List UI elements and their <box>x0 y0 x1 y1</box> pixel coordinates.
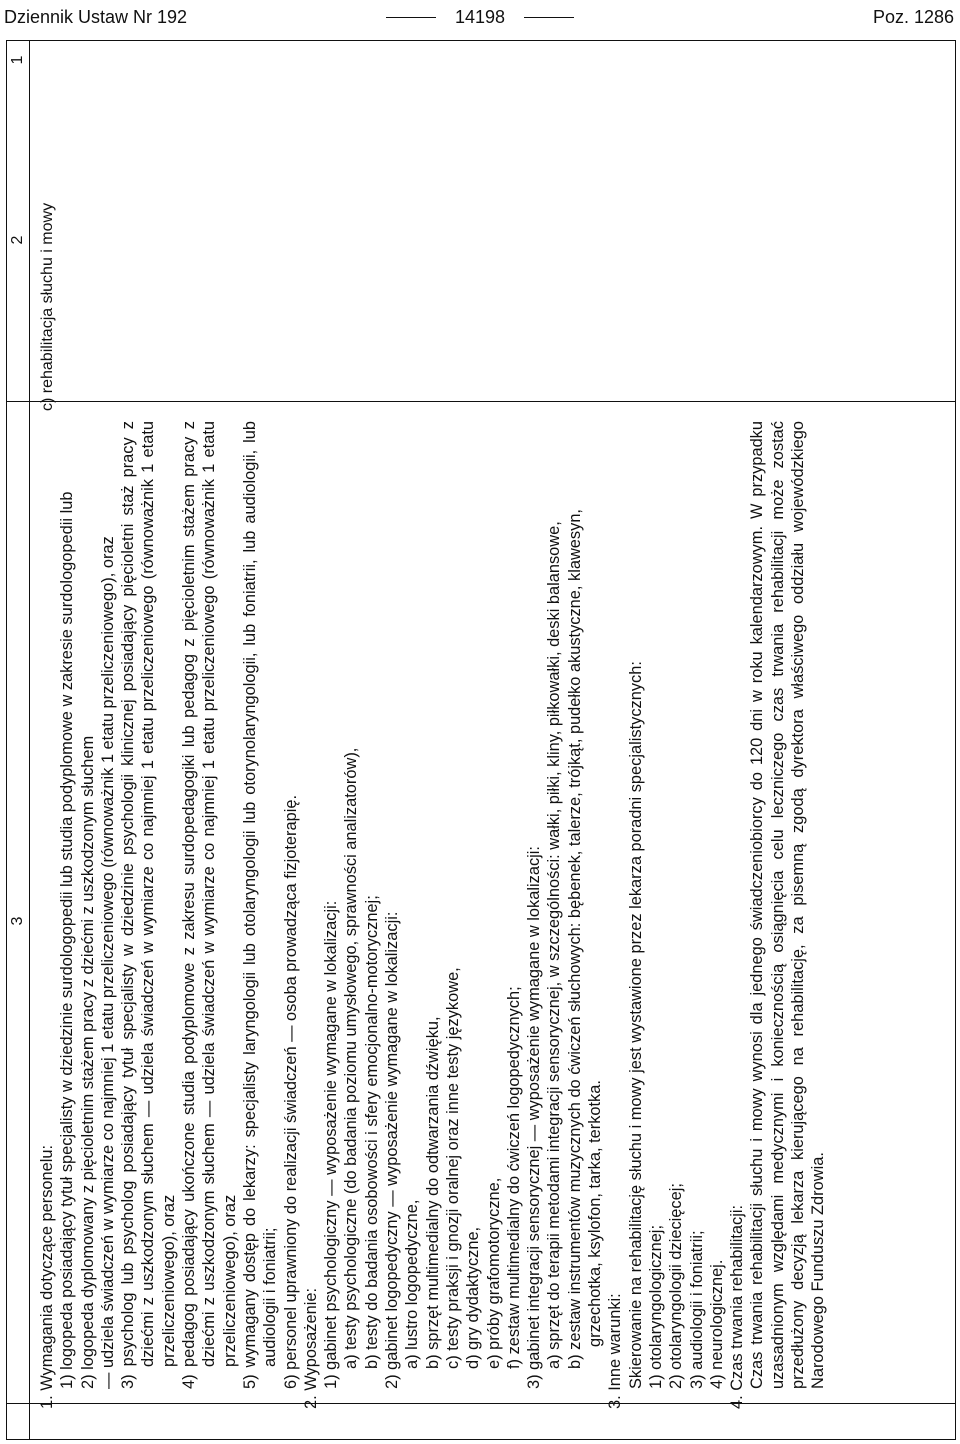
text-line: b) zestaw instrumentów muzycznych do ćwiczeń słuchowych: bębenek, talerze, trójkąt, pudełko akustyczne, klawesyn, grzechotka, ksylofon, tarka, terkotka. <box>565 509 605 1369</box>
text-line: 3) psycholog lub psycholog posiadający tytuł specjalisty w dziedzinie psychologii klinicznej posiadający pięcioletni staż pracy z dziećmi z uszkodzonym słuchem — udziela świadczeń w wymiarze co najmniej 1 etatu przeliczeniowego (równoważnik 1 etatu przeliczeniowego), oraz <box>119 421 178 1389</box>
col-header-3: 3 <box>9 916 26 926</box>
text-line: 4) neurologicznej. <box>707 1259 726 1389</box>
text-line: e) próby grafomotoryczne, <box>484 1177 503 1369</box>
requirements-text <box>37 421 829 1409</box>
journal-title: Dziennik Ustaw Nr 192 <box>4 7 188 27</box>
text-line: c) testy praksji i gnozji oralnej oraz inne testy językowe, <box>443 967 462 1369</box>
text-line: a) sprzęt do terapii metodami integracji sensorycznej, w szczególności: wałki, piłki, kliny, piłkowałki, deski balansowe, <box>545 521 564 1369</box>
running-header <box>0 0 960 36</box>
text-line: 2) otolaryngologii dziecięcej; <box>667 1183 686 1389</box>
text-line: 1. Wymagania dotyczące personelu: <box>38 1144 56 1409</box>
text-line: b) sprzęt multimedialny do odtwarzania dźwięku, <box>423 1016 442 1369</box>
text-line: f) zestaw multimedialny do ćwiczeń logopedycznych; <box>504 986 523 1369</box>
text-line: 1) logopeda posiadający tytuł specjalisty w dziedzinie surdologopedii lub studia podyplomowe w zakresie surdologopedii lub <box>58 491 77 1389</box>
text-line: 1) gabinet psychologiczny — wyposażenie wymagane w lokalizacji: <box>322 900 341 1389</box>
text-line: 5) wymagany dostęp do lekarzy: specjalisty laryngologii lub otolaryngologii lub otorynolaryngologii, lub foniatrii, lub audiologii, lub audiologii i foniatrii; <box>240 421 280 1389</box>
text-line: 4. Czas trwania rehabilitacji: <box>728 1204 747 1409</box>
text-line: Skierowanie na rehabilitację słuchu i mowy jest wystawione przez lekarza poradni specjalistycznych: <box>626 661 645 1389</box>
text-line: — udziela świadczeń w wymiarze co najmniej 1 etatu przeliczeniowego (równoważnik 1 etatu przeliczeniowego), oraz <box>98 536 117 1389</box>
col-header-2: 2 <box>9 235 26 245</box>
rotated-table-content <box>7 41 957 1441</box>
text-line: a) testy psychologiczne (do badania poziomu umysłowego, sprawności analizatorów), <box>342 747 361 1369</box>
text-line: b) testy do badania osobowości i sfery emocjonalno-motorycznej; <box>362 895 381 1369</box>
text-line: 2. Wyposażenie: <box>301 1287 320 1409</box>
text-line: 4) pedagog posiadający ukończone studia podyplomowe z zakresu surdopedagogiki lub pedagog z pięcioletnim stażem pracy z dziećmi z uszkodzonym słuchem — udziela świadczeń w wymiarze co najmniej 1 etatu przeliczeniowego (równoważnik 1 etatu przeliczeniowego), oraz <box>180 421 239 1389</box>
text-line: 2) logopeda dyplomowany z pięcioletnim stażem pracy z dziećmi z uszkodzonym słuchem <box>78 735 97 1389</box>
position-number: Poz. 1286 <box>872 7 954 27</box>
page-number: 14198 <box>386 6 574 28</box>
text-line: 6) personel uprawniony do realizacji świadczeń — osoba prowadząca fizjoterapię. <box>281 794 300 1389</box>
text-line: 3. Inne warunki: <box>606 1293 625 1409</box>
service-name: c) rehabilitacja słuchu i mowy <box>39 202 56 411</box>
text-line: d) gry dydaktyczne, <box>464 1226 483 1369</box>
text-line: 2) gabinet logopedyczny — wyposażenie wymagane w lokalizacji: <box>383 911 402 1389</box>
text-line: 3) gabinet integracji sensorycznej — wyposażenie wymagane w lokalizacji: <box>525 846 544 1389</box>
col-header-1: 1 <box>9 55 26 65</box>
text-line: Czas trwania rehabilitacji słuchu i mowy wynosi dla jednego świadczeniobiorcy do 120 dni w roku kalendarzowym. W przypadku uzasadnionym względami medycznymi i koniecznością osiągnięcia celu leczniczego czas trwania rehabilitacji może zostać przedłużony decyzją lekarza kierującego na rehabilitację, za pisemną zgodą dyrektora właściwego oddziału wojewódzkiego Narodowego Funduszu Zdrowia. <box>748 421 828 1389</box>
text-line: 3) audiologii i foniatrii; <box>687 1230 706 1389</box>
text-line: a) lustro logopedyczne, <box>403 1199 422 1369</box>
table-frame <box>6 40 956 1440</box>
text-line: 1) otolaryngologicznej; <box>646 1224 665 1389</box>
